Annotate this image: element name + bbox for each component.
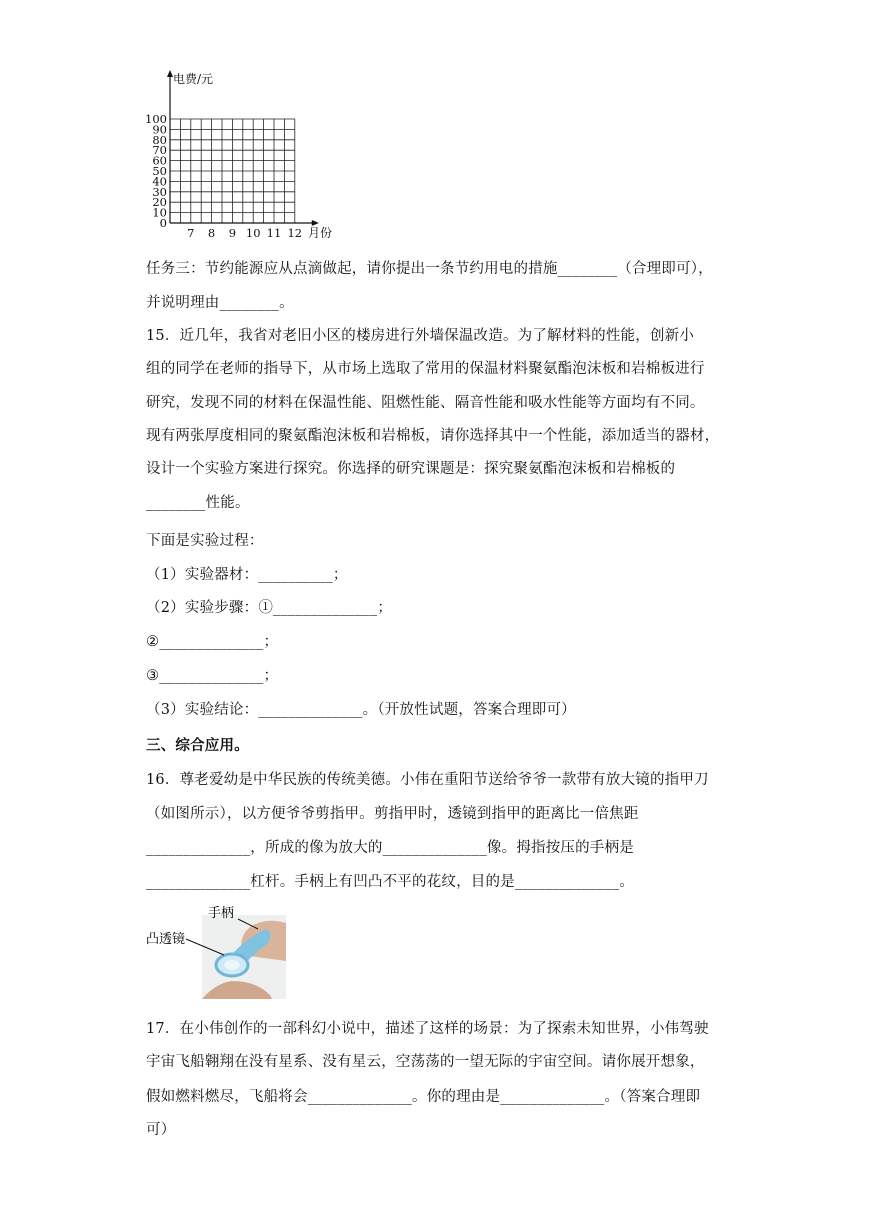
q15-conclusion: （3）实验结论：______________。（开放性试题，答案合理即可）: [146, 702, 576, 718]
q16-line-2: （如图所示），以方便爷爷剪指甲。剪指甲时，透镜到指甲的距离比一倍焦距: [146, 806, 639, 822]
q15-line-7: 下面是实验过程：: [146, 533, 264, 549]
y-tick-label: 60: [152, 153, 167, 168]
section-heading: 三、综合应用。: [146, 737, 249, 754]
handle-label: 手柄: [208, 906, 235, 921]
q17-line-4: 可）: [146, 1122, 176, 1138]
q15-line-5: 设计一个实验方案进行探究。你选择的研究课题是：探究聚氨酯泡沫板和岩棉板的: [146, 461, 676, 477]
chart-grid: [170, 119, 295, 223]
nail-clipper-figure: [146, 903, 286, 999]
y-tick-label: 70: [152, 143, 167, 158]
x-tick-label: 9: [228, 226, 237, 240]
electricity-bill-chart: [140, 66, 350, 246]
q15-steps: （2）实验步骤：①______________；: [146, 600, 393, 616]
q15-line-6: ________性能。: [146, 495, 250, 511]
y-tick-label: 10: [152, 205, 167, 220]
task3-line-2: 并说明理由________。: [146, 295, 294, 311]
q15-equipment: （1）实验器材：__________；: [146, 567, 348, 583]
x-tick-label: 8: [207, 226, 216, 240]
q16-line-3: ______________，所成的像为放大的______________像。拇指按压的手柄是: [146, 840, 634, 856]
q15-line-2: 组的同学在老师的指导下，从市场上选取了常用的保温材料聚氨酯泡沫板和岩棉板进行: [146, 361, 705, 377]
y-tick-label: 80: [152, 132, 167, 147]
x-tick-labels: [187, 226, 302, 240]
q17-line-2: 宇宙飞船翱翔在没有星系、没有星云，空荡荡的一望无际的宇宙空间。请你展开想象，: [146, 1054, 705, 1070]
q16-line-1: 16．尊老爱幼是中华民族的传统美德。小伟在重阳节送给爷爷一款带有放大镜的指甲刀: [146, 772, 709, 788]
x-tick-label: 7: [187, 226, 195, 240]
y-axis-label: 电费/元: [173, 72, 214, 86]
q15-step-2: ②______________；: [146, 634, 279, 650]
y-tick-label: 40: [152, 174, 167, 189]
x-axis-label: 月份: [308, 226, 333, 240]
q16-line-4: ______________杠杆。手柄上有凹凸不平的花纹，目的是______________。: [146, 874, 634, 890]
q15-line-3: 研究，发现不同的材料在保温性能、阻燃性能、隔音性能和吸水性能等方面均有不同。: [146, 395, 705, 411]
y-tick-label: 90: [152, 122, 167, 137]
x-tick-label: 11: [266, 226, 282, 240]
q15-line-1: 15．近几年，我省对老旧小区的楼房进行外墙保温改造。为了解材料的性能，创新小: [146, 328, 695, 344]
y-tick-label: 30: [152, 184, 167, 199]
task3-line-1: 任务三：节约能源应从点滴做起，请你提出一条节约用电的措施________（合理即可），: [146, 261, 713, 277]
q17-line-1: 17．在小伟创作的一部科幻小说中，描述了这样的场景：为了探索未知世界，小伟驾驶: [146, 1021, 709, 1037]
lens-label: 凸透镜: [146, 932, 186, 947]
y-tick-label: 20: [152, 195, 167, 210]
x-tick-label: 10: [245, 226, 261, 240]
q17-line-3: 假如燃料燃尽，飞船将会______________。你的理由是______________。（答案合理即: [146, 1089, 701, 1105]
y-tick-label: 50: [152, 164, 167, 178]
q15-line-4: 现有两张厚度相同的聚氨酯泡沫板和岩棉板，请你选择其中一个性能，添加适当的器材，: [146, 428, 720, 444]
x-tick-label: 12: [287, 226, 303, 240]
y-tick-label: 0: [159, 216, 167, 230]
y-tick-label: 100: [145, 112, 167, 126]
lens-highlight: [224, 960, 240, 970]
q15-step-3: ③______________；: [146, 668, 279, 684]
y-tick-labels: [145, 112, 167, 230]
